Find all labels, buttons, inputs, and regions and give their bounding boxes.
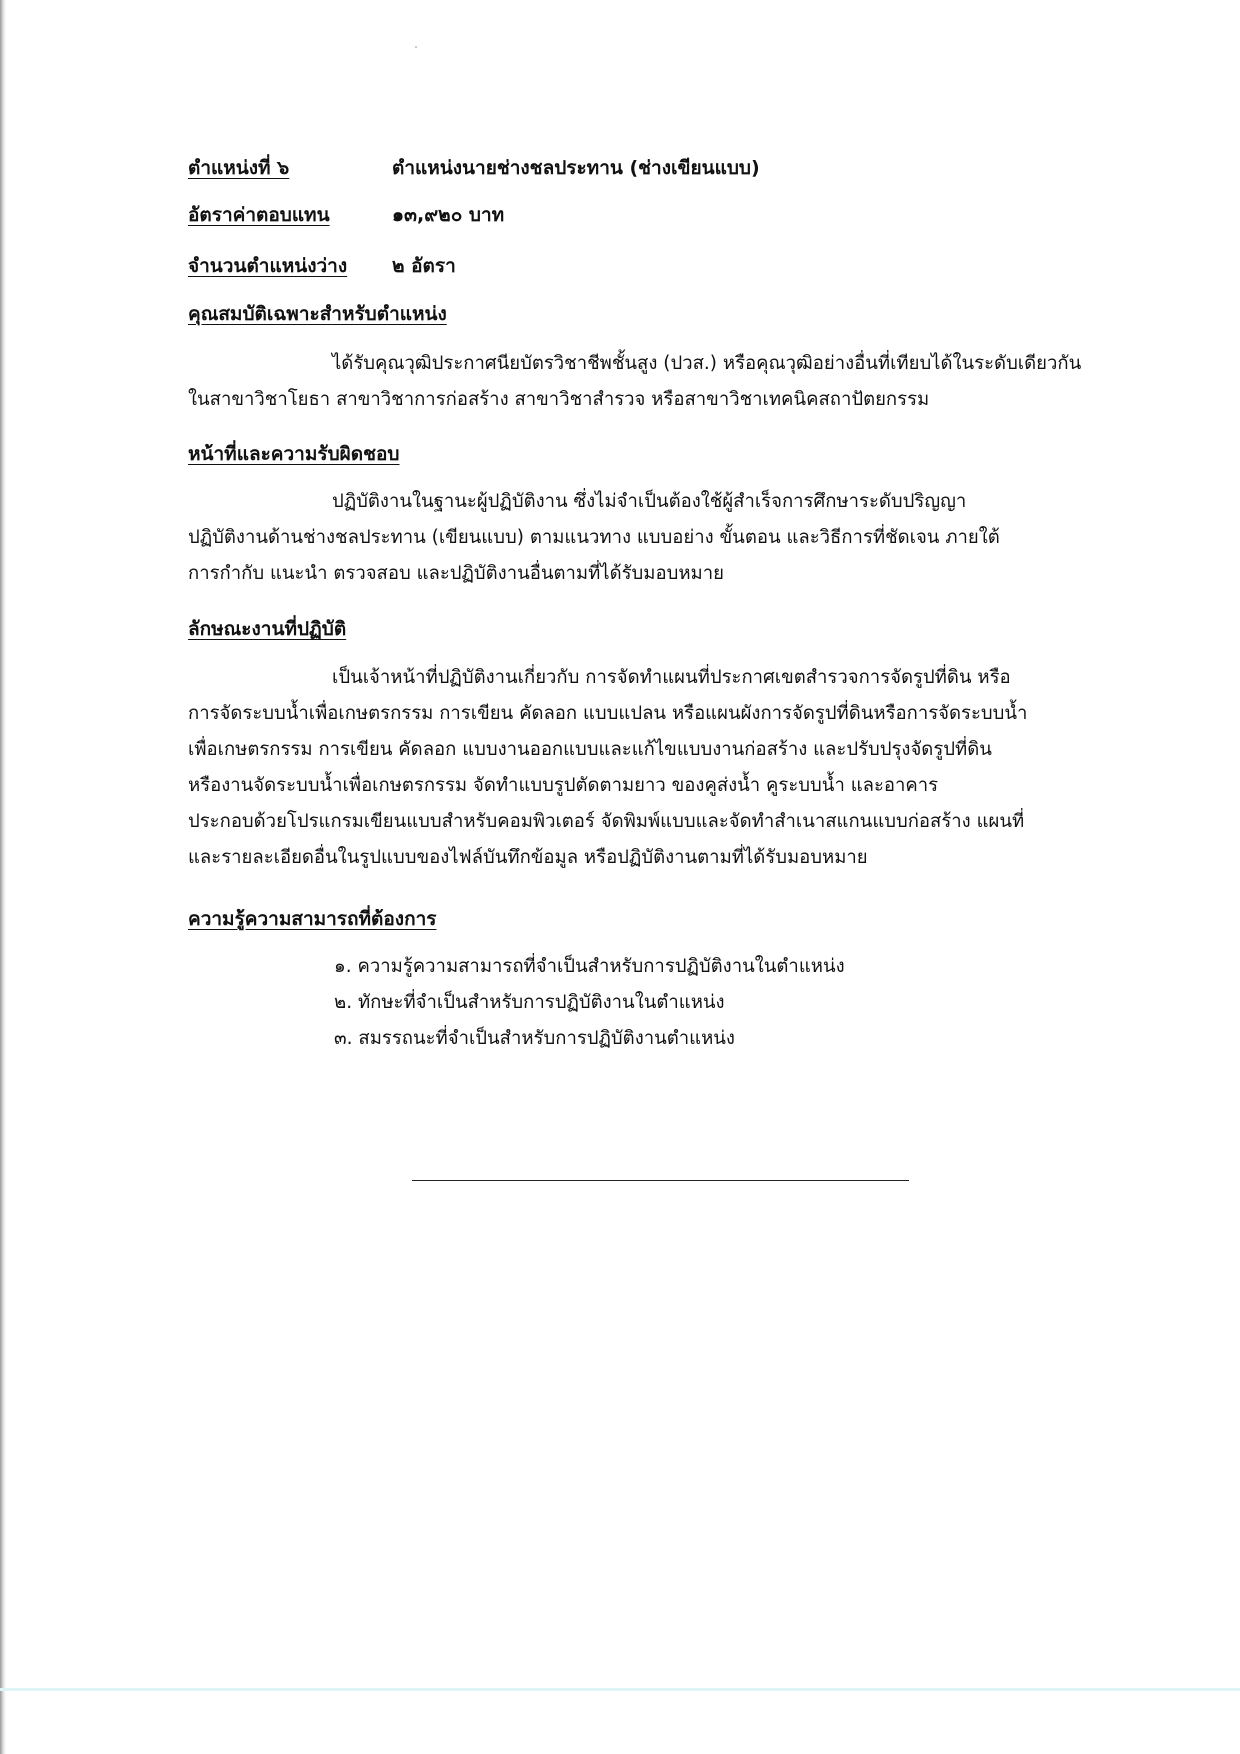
qualifications-heading: คุณสมบัติเฉพาะสำหรับตำแหน่ง [188, 303, 447, 325]
position-title: ตำแหน่งนายช่างชลประทาน (ช่างเขียนแบบ) [392, 157, 760, 179]
work-nature-line: ประกอบด้วยโปรแกรมเขียนแบบสำหรับคอมพิวเตอร์ จัดพิมพ์แบบและจัดทำสำเนาสแกนแบบก่อสร้าง แผนที่ [188, 811, 1025, 832]
salary-value: ๑๓,๙๒๐ บาท [392, 204, 505, 226]
scan-speck [415, 46, 417, 48]
duties-line: ปฏิบัติงานด้านช่างชลประทาน (เขียนแบบ) ตามแนวทาง แบบอย่าง ขั้นตอน และวิธีการที่ชัดเจน ภายใต้ [188, 527, 1000, 548]
vacancy-label: จำนวนตำแหน่งว่าง [188, 255, 348, 277]
work-nature-paragraph [188, 660, 1028, 876]
scan-bottom-edge [0, 1688, 1240, 1691]
qualifications-line: ในสาขาวิชาโยธา สาขาวิชาการก่อสร้าง สาขาวิชาสำรวจ หรือสาขาวิชาเทคนิคสถาปัตยกรรม [188, 389, 930, 410]
position-number-label: ตำแหน่งที่ ๖ [188, 157, 290, 179]
knowledge-heading: ความรู้ความสามารถที่ต้องการ [188, 908, 437, 930]
salary-label: อัตราค่าตอบแทน [188, 204, 330, 226]
qualifications-line: ได้รับคุณวุฒิประกาศนียบัตรวิชาชีพชั้นสูง (ปวส.) หรือคุณวุฒิอย่างอื่นที่เทียบได้ในระดับเดียวกัน [332, 353, 1082, 374]
knowledge-item: ๒. ทักษะที่จำเป็นสำหรับการปฏิบัติงานในตำแหน่ง [334, 992, 725, 1013]
work-nature-line: และรายละเอียดอื่นในรูปแบบของไฟล์บันทึกข้อมูล หรือปฏิบัติงานตามที่ได้รับมอบหมาย [188, 847, 868, 868]
work-nature-heading: ลักษณะงานที่ปฏิบัติ [188, 618, 347, 640]
work-nature-line: หรืองานจัดระบบน้ำเพื่อเกษตรกรรม จัดทำแบบรูปตัดตามยาว ของคูส่งน้ำ คูระบบน้ำ และอาคาร [188, 775, 939, 796]
duties-heading: หน้าที่และความรับผิดชอบ [188, 443, 400, 465]
scan-left-edge [0, 0, 6, 1754]
duties-line: การกำกับ แนะนำ ตรวจสอบ และปฏิบัติงานอื่นตามที่ได้รับมอบหมาย [188, 563, 724, 584]
knowledge-list [334, 949, 845, 1057]
work-nature-line: การจัดระบบน้ำเพื่อเกษตรกรรม การเขียน คัดลอก แบบแปลน หรือแผนผังการจัดรูปที่ดินหรือการจัดระบบน้ำ [188, 703, 1028, 724]
duties-paragraph [188, 484, 1008, 592]
work-nature-line: เพื่อเกษตรกรรม การเขียน คัดลอก แบบงานออกแบบและแก้ไขแบบงานก่อสร้าง และปรับปรุงจัดรูปที่ดิน [188, 739, 992, 760]
work-nature-line: เป็นเจ้าหน้าที่ปฏิบัติงานเกี่ยวกับ การจัดทำแผนที่ประกาศเขตสำรวจการจัดรูปที่ดิน หรือ [332, 667, 1011, 688]
end-rule-divider [412, 1180, 909, 1181]
vacancy-value: ๒ อัตรา [392, 255, 456, 277]
knowledge-item: ๑. ความรู้ความสามารถที่จำเป็นสำหรับการปฏิบัติงานในตำแหน่ง [334, 956, 845, 977]
duties-line: ปฏิบัติงานในฐานะผู้ปฏิบัติงาน ซึ่งไม่จำเป็นต้องใช้ผู้สำเร็จการศึกษาระดับปริญญา [332, 491, 967, 512]
qualifications-paragraph [188, 346, 1082, 418]
knowledge-item: ๓. สมรรถนะที่จำเป็นสำหรับการปฏิบัติงานตำแหน่ง [334, 1028, 735, 1049]
